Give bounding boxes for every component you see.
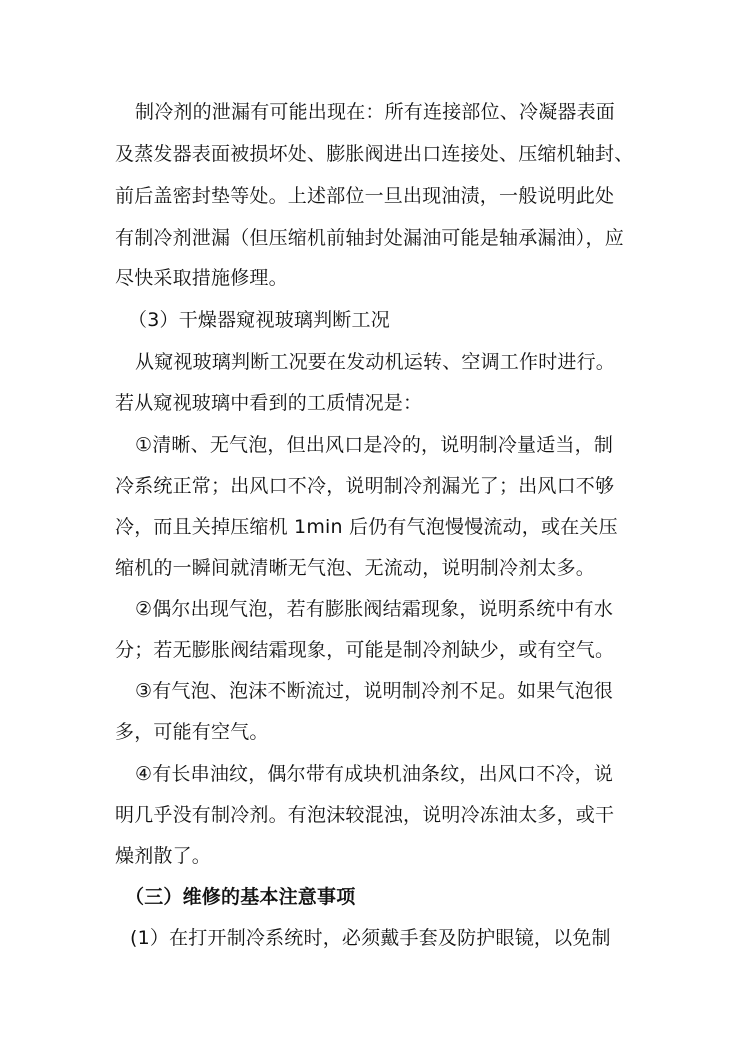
list-item-line: ①清晰、无气泡，但出风口是冷的，说明制冷量适当，制 <box>135 434 614 456</box>
paragraph-line: 若从窥视玻璃中看到的工质情况是： <box>115 392 423 414</box>
list-item-line: ②偶尔出现气泡，若有膨胀阀结霜现象，说明系统中有水 <box>135 598 614 620</box>
paragraph-line: 从窥视玻璃判断工况要在发动机运转、空调工作时进行。 <box>135 351 616 373</box>
section-heading: （3）干燥器窥视玻璃判断工况 <box>128 309 390 331</box>
paragraph-line: 明几乎没有制冷剂。有泡沫较混浊，说明冷冻油太多，或干 <box>115 804 615 826</box>
paragraph-line: 缩机的一瞬间就清晰无气泡、无流动，说明制冷剂太多。 <box>115 557 596 579</box>
paragraph-line: 制冷剂的泄漏有可能出现在：所有连接部位、冷凝器表面 <box>135 101 616 123</box>
paragraph-line: 多，可能有空气。 <box>115 721 269 743</box>
paragraph-line: (1）在打开制冷系统时，必须戴手套及防护眼镜，以免制 <box>130 927 611 949</box>
paragraph-line: 及蒸发器表面被损坏处、膨胀阀进出口连接处、压缩机轴封、 <box>115 143 634 165</box>
paragraph-line: 分；若无膨胀阀结霜现象，可能是制冷剂缺少，或有空气。 <box>115 639 615 661</box>
paragraph-line: 前后盖密封垫等处。上述部位一旦出现油渍，一般说明此处 <box>115 185 615 207</box>
paragraph-line: 有制冷剂泄漏（但压缩机前轴封处漏油可能是轴承漏油），应 <box>115 227 624 249</box>
paragraph-line: 冷系统正常；出风口不冷，说明制冷剂漏光了；出风口不够 <box>115 475 615 497</box>
list-item-line: ③有气泡、泡沫不断流过，说明制冷剂不足。如果气泡很 <box>135 680 614 702</box>
paragraph-line: 燥剂散了。 <box>115 845 212 867</box>
paragraph-line: 冷，而且关掉压缩机 1min 后仍有气泡慢慢流动，或在关压 <box>115 516 618 538</box>
paragraph-line: 尽快采取措施修理。 <box>115 267 288 289</box>
section-heading: （三）维修的基本注意事项 <box>125 886 356 908</box>
list-item-line: ④有长串油纹，偶尔带有成块机油条纹，出风口不冷，说 <box>135 763 614 785</box>
